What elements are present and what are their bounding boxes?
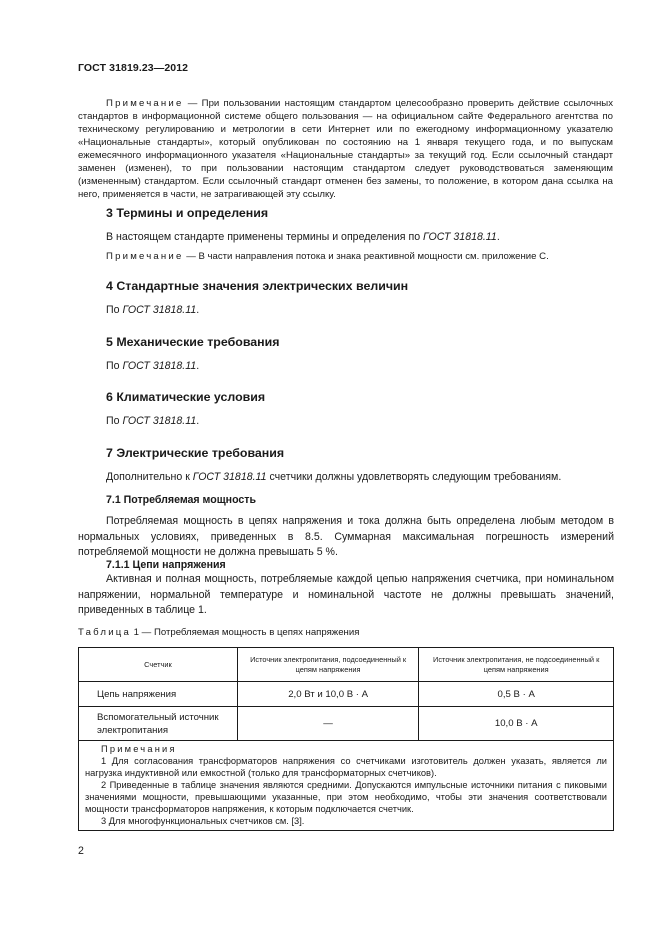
subsection-7-1-1-text: Активная и полная мощность, потребляемые каждой цепью напряжения счетчика, при номинальном напряжении, нормальной температуре и номинальной частоте не должны превышать значений, приведенных в таблице 1. xyxy=(78,573,614,616)
section-3-text-after: . xyxy=(496,231,500,243)
section-7-text-after: счетчики должны удовлетворять следующим требованиям. xyxy=(266,471,562,483)
section-7-text-before: Дополнительно к xyxy=(106,471,193,483)
section-6-prefix: По xyxy=(106,415,123,427)
subsection-7-1-text: Потребляемая мощность в цепях напряжения и тока должна быть определена любым методом в нормальных условиях, приведенных в 8.5. Суммарная максимальная погрешность измерений потребляемой мощности не должна превышать 5 %. xyxy=(78,515,614,558)
section-6-heading: 6 Климатические условия xyxy=(106,390,266,404)
subsection-7-1-heading: 7.1 Потребляемая мощность xyxy=(106,494,256,506)
table-1 xyxy=(78,647,614,831)
section-5-text xyxy=(106,360,199,372)
section-6-suffix: . xyxy=(196,415,200,427)
section-4-heading: 4 Стандартные значения электрических величин xyxy=(106,279,409,293)
intro-note-label: Примечание xyxy=(106,98,184,109)
table-header-cell: Счетчик xyxy=(79,648,238,682)
section-3-text xyxy=(106,231,500,243)
table-1-caption xyxy=(78,627,359,638)
section-6-text xyxy=(106,415,199,427)
section-4-text xyxy=(106,304,199,316)
section-5-heading: 5 Механические требования xyxy=(106,335,280,349)
section-7-text xyxy=(106,471,561,483)
section-5-prefix: По xyxy=(106,360,123,372)
section-7-heading: 7 Электрические требования xyxy=(106,446,285,460)
table-cell: Цепь напряжения xyxy=(79,682,238,707)
section-7-ref: ГОСТ 31818.11 xyxy=(192,471,267,483)
section-3-note-label: Примечание xyxy=(106,251,184,262)
table-header-row xyxy=(79,648,614,682)
section-3-note xyxy=(106,251,549,262)
section-4-ref: ГОСТ 31818.11 xyxy=(122,304,197,316)
table-note-item: 2 Приведенные в таблице значения являются средними. Допускаются импульсные источники питания с пиковыми значениями мощности, превышающими указанные, при этом необходимо, чтобы эти значения соответствовали мощности трансформаторов напряжения, к которым подключается счетчик. xyxy=(85,780,607,814)
section-5-ref: ГОСТ 31818.11 xyxy=(122,360,197,372)
table-1-caption-text: 1 — Потребляемая мощность в цепях напряжения xyxy=(131,627,360,638)
intro-note-text: — При пользовании настоящим стандартом целесообразно проверить действие ссылочных стандартов в информационной системе общего пользования — на официальном сайте Федерального агентства по техническому регулированию и метрологии в сети Интернет или по ежегодному информационному указателю «Национальные стандарты», который опубликован по состоянию на 1 января текущего года, и по выпускам ежемесячного информационного указателя «Национальные стандарты» за текущий год. Если ссылочный стандарт заменен (изменен), то при пользовании настоящим стандартом следует руководствоваться заменяющим (измененным) стандартом. Если ссылочный стандарт отменен без замены, то положение, в котором дана ссылка на него, применяется в части, не затрагивающей эту ссылку. xyxy=(78,98,613,200)
table-1-caption-label: Таблица xyxy=(78,627,132,638)
standard-header: ГОСТ 31819.23—2012 xyxy=(78,62,189,74)
section-6-ref: ГОСТ 31818.11 xyxy=(122,415,197,427)
section-4-prefix: По xyxy=(106,304,123,316)
table-cell: 0,5 В · А xyxy=(419,682,614,707)
table-cell: 10,0 В · А xyxy=(419,707,614,741)
section-5-suffix: . xyxy=(196,360,200,372)
page-number: 2 xyxy=(78,845,84,857)
section-3-text-before: В настоящем стандарте применены термины и определения по xyxy=(106,231,424,243)
section-3-ref: ГОСТ 31818.11 xyxy=(423,231,497,243)
table-cell: 2,0 Вт и 10,0 В · А xyxy=(237,682,419,707)
table-cell: — xyxy=(237,707,419,741)
section-3-note-text: — В части направления потока и знака реактивной мощности см. приложение С. xyxy=(183,251,549,262)
table-header-cell: Источник электропитания, подсоединенный к цепям напряжения xyxy=(237,648,419,682)
table-note-item: 1 Для согласования трансформаторов напряжения со счетчиками изготовитель должен указать, является ли нагрузка индуктивной или емкостной (только для трансформаторных счетчиков). xyxy=(85,756,607,778)
table-notes-title: Примечания xyxy=(101,744,177,754)
table-row xyxy=(79,682,614,707)
section-3-heading: 3 Термины и определения xyxy=(106,206,269,220)
table-notes-row xyxy=(79,741,614,831)
intro-note xyxy=(78,97,613,201)
table-note-item: 3 Для многофункциональных счетчиков см. [3]. xyxy=(101,816,305,826)
subsection-7-1-1-heading: 7.1.1 Цепи напряжения xyxy=(106,559,226,571)
table-cell: Вспомогательный источник электропитания xyxy=(79,707,238,741)
table-notes xyxy=(79,741,614,831)
section-4-suffix: . xyxy=(196,304,200,316)
table-row xyxy=(79,707,614,741)
table-header-cell: Источник электропитания, не подсоединенный к цепям напряжения xyxy=(419,648,614,682)
